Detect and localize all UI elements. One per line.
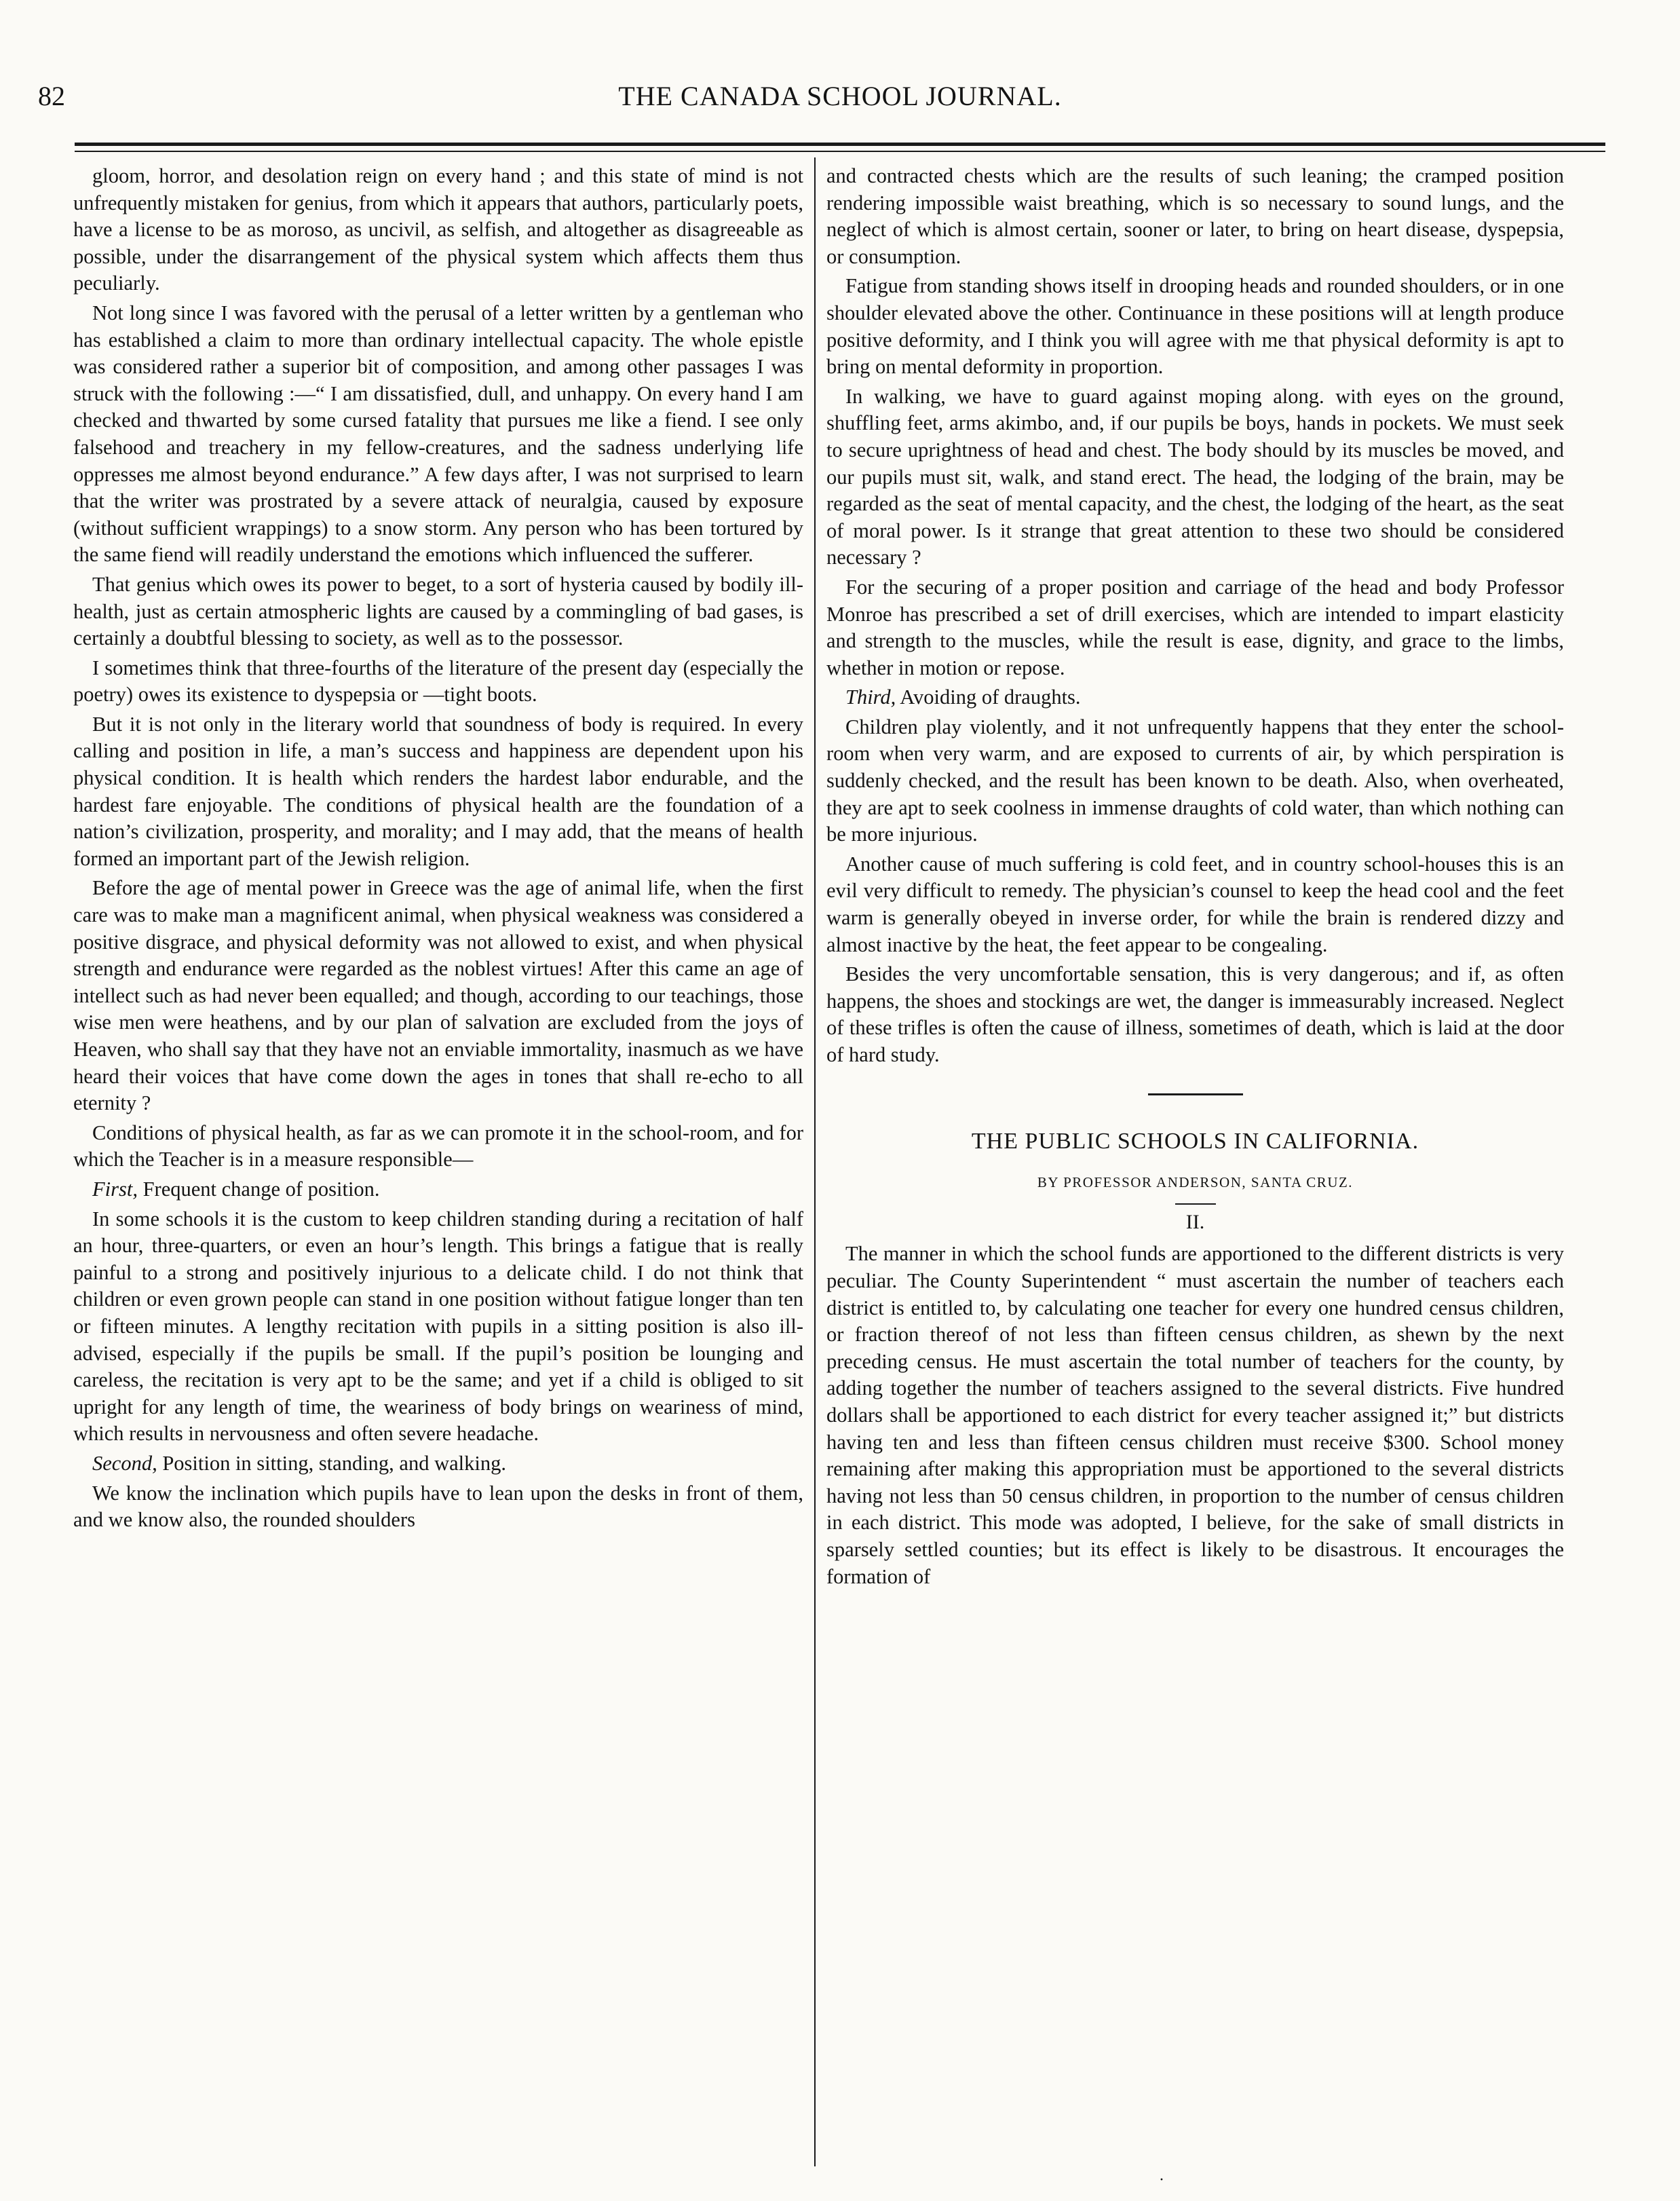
paragraph-text: Children play violently, and it not unfrequently happens that they enter the school-room when very warm, and are exposed to currents of air, by which perspiration is suddenly checked, and the result has been known to be death. Also, when overheated, they are apt to seek coolness in immense draughts of cold water, than which nothing can be more injurious. (826, 715, 1564, 846)
article-byline: BY PROFESSOR ANDERSON, SANTA CRUZ. (1037, 1174, 1354, 1191)
paragraph-text: In some schools it is the custom to keep children standing during a recitation of half an hour, three-quarters, or even an hour’s length. This brings a fatigue that is really painful to a strong and positively injurious to a delicate child. I do not think that children or even grown people can stand in one position without fatigue longer than ten or fifteen minutes. A lengthy recitation with pupils in a sitting position is also ill-advised, especially if the pupils be small. If the pupil’s position be lounging and careless, the recitation is very apt to be the same; and yet if a child is obliged to sit upright for any length of time, the weariness of body brings on weariness of mind, which results in nervousness and often severe headache. (73, 1207, 803, 1446)
stray-mark: · (1159, 2171, 1164, 2189)
paragraph (826, 163, 1564, 270)
paragraph (73, 163, 803, 297)
paragraph-text: That genius which owes its power to beget, to a sort of hysteria caused by bodily ill-health, just as certain atmospheric lights are caused by a commingling of bad gases, is certainly a doubtful blessing to society, as well as to the possessor. (73, 572, 803, 650)
paragraph-lead: Third, (845, 685, 896, 709)
right-column (826, 163, 1564, 1593)
left-column (73, 163, 803, 1537)
paragraph (826, 714, 1564, 848)
paragraph (73, 875, 803, 1116)
paragraph-text: Another cause of much suffering is cold feet, and in country school-houses this is an evil very difficult to remedy. The physician’s counsel to keep the head cool and the feet warm is generally obeyed in inverse order, for while the brain is rendered dizzy and almost inactive by the heat, the feet appear to be congealing. (826, 852, 1564, 956)
right-column-body (826, 163, 1564, 1069)
paragraph (826, 1241, 1564, 1590)
paragraph (73, 571, 803, 652)
header-rule-thin (75, 151, 1605, 152)
article-body (826, 1241, 1564, 1590)
paragraph-text: Before the age of mental power in Greece was the age of animal life, when the first care was to make man a magnificent animal, when physical weakness was considered a positive disgrace, and physical deformity was not allowed to exist, and when physical strength and endurance were regarded as the noblest virtues! After this came an age of intellect such as had never been equalled; and though, according to our teachings, those wise men were heathens, and by our plan of salvation are excluded from the joys of Heaven, who shall say that they have not an enviable immortality, inasmuch as we have heard their voices that have come down the ages in tones that shall re-echo to all eternity ? (73, 876, 803, 1115)
paragraph-text: For the securing of a proper position and carriage of the head and body Professor Monroe has prescribed a set of drill exercises, which are intended to impart elasticity and strength to the muscles, while the result is ease, dignity, and grace to the limbs, whether in motion or repose. (826, 575, 1564, 679)
paragraph (73, 1176, 803, 1203)
paragraph-text: But it is not only in the literary world that soundness of body is required. In every calling and position in life, a man’s success and happiness are dependent upon his physical condition. It is health which renders the hardest labor endurable, and the hardest fare enjoyable. The conditions of physical health are the foundation of a nation’s civilization, prosperity, and morality; and I may add, that the means of health formed an important part of the Jewish religion. (73, 712, 803, 870)
paragraph (73, 1480, 803, 1534)
paragraph (73, 655, 803, 709)
page-header (38, 80, 1642, 128)
header-rule-thick (75, 143, 1605, 146)
article-part-number: II. (1185, 1210, 1205, 1233)
paragraph-text: Fatigue from standing shows itself in drooping heads and rounded shoulders, or in one shoulder elevated above the other. Continuance in these positions will at length produce positive deformity, and I think you will agree with me that physical deformity is apt to bring on mental deformity in proportion. (826, 274, 1564, 379)
paragraph-text: In walking, we have to guard against moping along. with eyes on the ground, shuffling feet, arms akimbo, and, if our pupils be boys, hands in pockets. We must seek to secure uprightness of head and chest. The body should by its muscles be moved, and our pupils must sit, walk, and stand erect. The head, the lodging of the brain, may be regarded as the seat of mental capacity, and the chest, the lodging of the heart, as the seat of moral power. Is it strange that great attention to these two should be considered necessary ? (826, 384, 1564, 569)
journal-title: THE CANADA SCHOOL JOURNAL. (618, 81, 1062, 111)
paragraph (826, 273, 1564, 380)
paragraph (826, 851, 1564, 958)
paragraph (73, 300, 803, 569)
paragraph-text: Conditions of physical health, as far as we can promote it in the school-room, and for which the Teacher is in a measure responsible— (73, 1121, 803, 1171)
paragraph (73, 1206, 803, 1448)
paragraph-text: gloom, horror, and desolation reign on every hand ; and this state of mind is not unfrequently mistaken for genius, from which it appears that authors, particularly poets, have a license to be as moroso, as uncivil, as selfish, and altogether as disagreeable as possible, under the disarrangement of the physical system which affects them thus peculiarly. (73, 164, 803, 295)
paragraph (826, 383, 1564, 571)
paragraph (73, 711, 803, 873)
paragraph-text: We know the inclination which pupils have to lean upon the desks in front of them, and we know also, the rounded shoulders (73, 1481, 803, 1532)
paragraph-text: and contracted chests which are the results of such leaning; the cramped position rendering impossible waist breathing, which is so necessary to sound lungs, and the neglect of which is almost certain, sooner or later, to bring on heart disease, dyspepsia, or consumption. (826, 164, 1564, 268)
article-title: THE PUBLIC SCHOOLS IN CALIFORNIA. (971, 1128, 1419, 1154)
page-number: 82 (38, 81, 65, 111)
paragraph-text: Position in sitting, standing, and walking. (157, 1451, 506, 1475)
paragraph (826, 684, 1564, 711)
column-divider (814, 157, 816, 2166)
byline-rule (1175, 1203, 1216, 1205)
paragraph (73, 1450, 803, 1478)
paragraph (73, 1120, 803, 1173)
paragraph-text: Besides the very uncomfortable sensation, this is very dangerous; and if, as often happens, the shoes and stockings are wet, the danger is immeasurably increased. Neglect of these trifles is often the cause of illness, sometimes of death, which is laid at the door of hard study. (826, 962, 1564, 1066)
paragraph-text: I sometimes think that three-fourths of the literature of the present day (especially the poetry) owes its existence to dyspepsia or —tight boots. (73, 656, 803, 707)
paragraph-text: The manner in which the school funds are apportioned to the different districts is very peculiar. The County Superintendent “ must ascertain the number of teachers each district is entitled to, by calculating one teacher for every one hundred census children, or fraction thereof of not less than fifteen census children, as shewn by the next preceding census. He must ascertain the total number of teachers for the county, by adding together the number of teachers assigned to the several districts. Five hundred dollars shall be apportioned to each district for every teacher assigned it;” but districts having ten and less than fifteen census children must receive $300. School money remaining after making this appropriation must be apportioned to the several districts having not less than 50 census children, in proportion to the number of census children in each district. This mode was adopted, I believe, for the sake of small districts in sparsely settled counties; but its effect is likely to be disastrous. It encourages the formation of (826, 1242, 1564, 1588)
paragraph-text: Avoiding of draughts. (896, 685, 1081, 709)
paragraph-text: Frequent change of position. (137, 1177, 380, 1201)
paragraph-lead: First, (92, 1177, 138, 1201)
paragraph-text: Not long since I was favored with the perusal of a letter written by a gentleman who has established a claim to more than ordinary intellectual capacity. The whole epistle was considered rather a superior bit of composition, and among other passages I was struck with the following :—“ I am dissatisfied, dull, and unhappy. On every hand I am checked and thwarted by some cursed fatality that pursues me like a fiend. I see only falsehood and treachery in my fellow-creatures, and the sadness underlying life oppresses me almost beyond endurance.” A few days after, I was not surprised to learn that the writer was prostrated by a severe attack of neuralgia, caused by exposure (without sufficient wrappings) to a snow storm. Any person who has been tortured by the same fiend will readily understand the emotions which influenced the sufferer. (73, 301, 803, 567)
paragraph-lead: Second, (92, 1451, 157, 1475)
section-separator (1148, 1093, 1243, 1095)
paragraph (826, 961, 1564, 1068)
paragraph (826, 574, 1564, 681)
